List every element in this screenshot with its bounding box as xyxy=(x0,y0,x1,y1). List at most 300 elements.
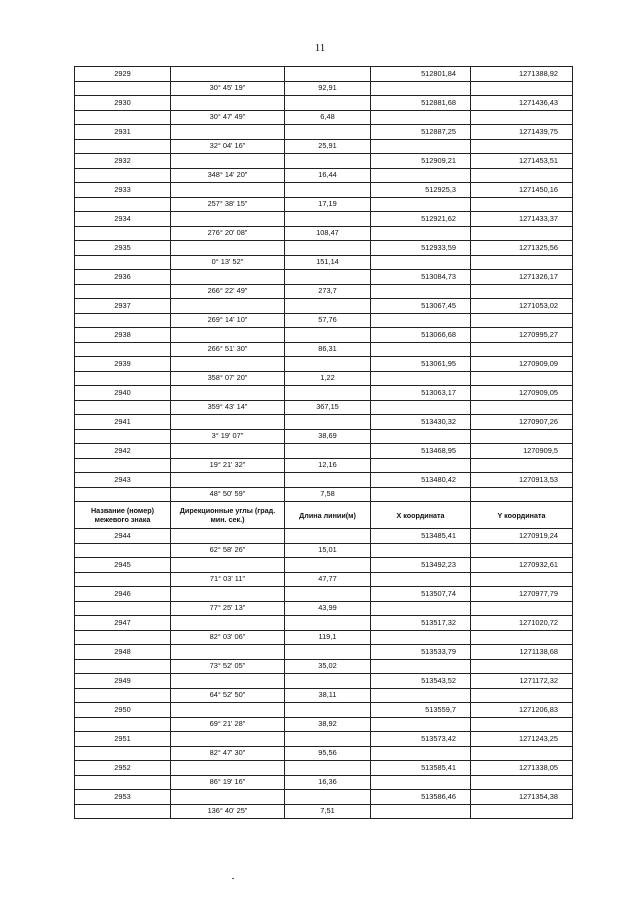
cell-y-coordinate xyxy=(471,487,573,502)
cell-direction-angle: 359° 43' 14" xyxy=(171,400,285,415)
table-row xyxy=(75,630,573,645)
cell-y-coordinate: 1270919,24 xyxy=(471,529,573,544)
cell-x-coordinate xyxy=(371,543,471,558)
cell-line-length: 25,91 xyxy=(285,139,371,154)
table-row xyxy=(75,183,573,198)
cell-line-length: 38,69 xyxy=(285,429,371,444)
cell-y-coordinate xyxy=(471,110,573,125)
cell-x-coordinate: 512921,62 xyxy=(371,212,471,227)
cell-x-coordinate xyxy=(371,804,471,819)
cell-direction-angle xyxy=(171,67,285,82)
cell-line-length: 38,92 xyxy=(285,717,371,732)
cell-line-length: 151,14 xyxy=(285,255,371,270)
cell-mark-name xyxy=(75,342,171,357)
cell-direction-angle: 30° 47' 49" xyxy=(171,110,285,125)
cell-mark-name xyxy=(75,458,171,473)
cell-y-coordinate: 1271436,43 xyxy=(471,96,573,111)
cell-line-length: 7,58 xyxy=(285,487,371,502)
table-row xyxy=(75,154,573,169)
cell-y-coordinate xyxy=(471,804,573,819)
cell-x-coordinate xyxy=(371,371,471,386)
cell-y-coordinate: 1271138,68 xyxy=(471,645,573,660)
cell-y-coordinate: 1271453,51 xyxy=(471,154,573,169)
table-row xyxy=(75,529,573,544)
cell-x-coordinate: 512801,84 xyxy=(371,67,471,82)
cell-mark-name: 2952 xyxy=(75,761,171,776)
cell-line-length: 1,22 xyxy=(285,371,371,386)
cell-mark-name xyxy=(75,139,171,154)
cell-line-length: 15,01 xyxy=(285,543,371,558)
cell-y-coordinate: 1271325,56 xyxy=(471,241,573,256)
table-row xyxy=(75,284,573,299)
cell-y-coordinate xyxy=(471,371,573,386)
cell-mark-name xyxy=(75,487,171,502)
table-row xyxy=(75,125,573,140)
cell-line-length xyxy=(285,212,371,227)
cell-line-length xyxy=(285,790,371,805)
cell-line-length: 57,76 xyxy=(285,313,371,328)
cell-x-coordinate: 512887,25 xyxy=(371,125,471,140)
table-row xyxy=(75,616,573,631)
cell-x-coordinate xyxy=(371,110,471,125)
table-row xyxy=(75,212,573,227)
boundary-points-table xyxy=(74,66,573,819)
cell-x-coordinate xyxy=(371,400,471,415)
cell-y-coordinate: 1271053,02 xyxy=(471,299,573,314)
cell-line-length: 108,47 xyxy=(285,226,371,241)
cell-mark-name xyxy=(75,543,171,558)
cell-x-coordinate xyxy=(371,630,471,645)
cell-mark-name xyxy=(75,601,171,616)
table-row xyxy=(75,587,573,602)
cell-direction-angle: 358° 07' 20" xyxy=(171,371,285,386)
cell-x-coordinate: 513061,95 xyxy=(371,357,471,372)
cell-mark-name xyxy=(75,371,171,386)
cell-line-length xyxy=(285,328,371,343)
cell-mark-name xyxy=(75,313,171,328)
table-row xyxy=(75,543,573,558)
cell-mark-name xyxy=(75,775,171,790)
scan-speck xyxy=(232,878,234,879)
cell-direction-angle xyxy=(171,558,285,573)
cell-direction-angle xyxy=(171,761,285,776)
cell-mark-name xyxy=(75,717,171,732)
cell-y-coordinate: 1270909,09 xyxy=(471,357,573,372)
header-direction-angles: Дирекционные углы (град. мин. сек.) xyxy=(171,502,285,529)
cell-direction-angle: 86° 19' 16" xyxy=(171,775,285,790)
cell-x-coordinate xyxy=(371,688,471,703)
cell-mark-name: 2933 xyxy=(75,183,171,198)
cell-x-coordinate: 513066,68 xyxy=(371,328,471,343)
cell-mark-name: 2929 xyxy=(75,67,171,82)
cell-x-coordinate xyxy=(371,255,471,270)
table-row xyxy=(75,444,573,459)
cell-x-coordinate xyxy=(371,342,471,357)
table-row xyxy=(75,328,573,343)
cell-y-coordinate: 1270977,79 xyxy=(471,587,573,602)
cell-x-coordinate xyxy=(371,659,471,674)
cell-line-length xyxy=(285,270,371,285)
cell-y-coordinate xyxy=(471,458,573,473)
table-row xyxy=(75,241,573,256)
cell-direction-angle xyxy=(171,674,285,689)
cell-direction-angle xyxy=(171,645,285,660)
cell-direction-angle: 30° 45' 19" xyxy=(171,81,285,96)
cell-line-length xyxy=(285,154,371,169)
cell-x-coordinate: 513485,41 xyxy=(371,529,471,544)
cell-x-coordinate: 513067,45 xyxy=(371,299,471,314)
header-row xyxy=(75,502,573,529)
cell-x-coordinate: 513573,42 xyxy=(371,732,471,747)
cell-x-coordinate xyxy=(371,197,471,212)
cell-line-length: 273,7 xyxy=(285,284,371,299)
table-row xyxy=(75,96,573,111)
table-row xyxy=(75,139,573,154)
cell-direction-angle xyxy=(171,270,285,285)
table-row xyxy=(75,371,573,386)
cell-y-coordinate xyxy=(471,429,573,444)
cell-direction-angle: 266° 51' 30" xyxy=(171,342,285,357)
cell-y-coordinate xyxy=(471,168,573,183)
cell-y-coordinate xyxy=(471,284,573,299)
cell-y-coordinate: 1270913,53 xyxy=(471,473,573,488)
cell-mark-name: 2937 xyxy=(75,299,171,314)
table-row xyxy=(75,601,573,616)
cell-y-coordinate xyxy=(471,313,573,328)
cell-line-length xyxy=(285,415,371,430)
cell-y-coordinate xyxy=(471,717,573,732)
cell-mark-name: 2932 xyxy=(75,154,171,169)
cell-direction-angle xyxy=(171,616,285,631)
cell-y-coordinate xyxy=(471,630,573,645)
cell-y-coordinate: 1270932,61 xyxy=(471,558,573,573)
cell-x-coordinate xyxy=(371,717,471,732)
cell-x-coordinate: 513507,74 xyxy=(371,587,471,602)
header-x-coordinate: X координата xyxy=(371,502,471,529)
cell-direction-angle xyxy=(171,357,285,372)
cell-line-length: 119,1 xyxy=(285,630,371,645)
table-row xyxy=(75,67,573,82)
cell-line-length: 12,16 xyxy=(285,458,371,473)
table-row xyxy=(75,197,573,212)
cell-direction-angle xyxy=(171,212,285,227)
cell-mark-name xyxy=(75,804,171,819)
cell-y-coordinate: 1270907,26 xyxy=(471,415,573,430)
table-row xyxy=(75,688,573,703)
cell-y-coordinate xyxy=(471,659,573,674)
cell-x-coordinate xyxy=(371,429,471,444)
table-header xyxy=(75,502,573,529)
cell-direction-angle xyxy=(171,386,285,401)
cell-mark-name xyxy=(75,110,171,125)
cell-line-length: 92,91 xyxy=(285,81,371,96)
cell-mark-name: 2946 xyxy=(75,587,171,602)
header-line-length: Длина линии(м) xyxy=(285,502,371,529)
cell-line-length xyxy=(285,616,371,631)
table-row xyxy=(75,386,573,401)
cell-mark-name xyxy=(75,659,171,674)
table-row xyxy=(75,429,573,444)
cell-x-coordinate: 513468,95 xyxy=(371,444,471,459)
cell-mark-name: 2945 xyxy=(75,558,171,573)
cell-mark-name xyxy=(75,572,171,587)
cell-line-length: 367,15 xyxy=(285,400,371,415)
cell-y-coordinate xyxy=(471,572,573,587)
cell-direction-angle xyxy=(171,96,285,111)
cell-y-coordinate xyxy=(471,543,573,558)
cell-direction-angle: 73° 52' 05" xyxy=(171,659,285,674)
cell-direction-angle xyxy=(171,529,285,544)
cell-line-length xyxy=(285,241,371,256)
cell-line-length xyxy=(285,674,371,689)
cell-y-coordinate xyxy=(471,197,573,212)
table-row xyxy=(75,717,573,732)
cell-mark-name xyxy=(75,284,171,299)
cell-line-length xyxy=(285,587,371,602)
cell-line-length xyxy=(285,703,371,718)
header-mark-name: Название (номер) межевого знака xyxy=(75,502,171,529)
cell-x-coordinate: 512933,59 xyxy=(371,241,471,256)
cell-x-coordinate: 513559,7 xyxy=(371,703,471,718)
cell-y-coordinate xyxy=(471,255,573,270)
cell-direction-angle: 257° 38' 15" xyxy=(171,197,285,212)
cell-mark-name: 2938 xyxy=(75,328,171,343)
cell-x-coordinate xyxy=(371,572,471,587)
cell-direction-angle: 48° 50' 59" xyxy=(171,487,285,502)
cell-mark-name: 2936 xyxy=(75,270,171,285)
table-row xyxy=(75,732,573,747)
table-row xyxy=(75,226,573,241)
cell-line-length xyxy=(285,386,371,401)
cell-y-coordinate: 1270995,27 xyxy=(471,328,573,343)
cell-direction-angle xyxy=(171,183,285,198)
table-row xyxy=(75,703,573,718)
cell-mark-name xyxy=(75,746,171,761)
cell-y-coordinate: 1271243,25 xyxy=(471,732,573,747)
cell-direction-angle: 0° 13' 52" xyxy=(171,255,285,270)
table-row xyxy=(75,804,573,819)
cell-mark-name xyxy=(75,81,171,96)
cell-direction-angle: 77° 25' 13" xyxy=(171,601,285,616)
cell-direction-angle: 269° 14' 10" xyxy=(171,313,285,328)
cell-direction-angle xyxy=(171,328,285,343)
table-row xyxy=(75,558,573,573)
cell-x-coordinate: 513533,79 xyxy=(371,645,471,660)
cell-direction-angle xyxy=(171,154,285,169)
cell-x-coordinate xyxy=(371,487,471,502)
cell-line-length xyxy=(285,67,371,82)
cell-line-length: 16,44 xyxy=(285,168,371,183)
cell-line-length: 43,99 xyxy=(285,601,371,616)
cell-mark-name: 2953 xyxy=(75,790,171,805)
cell-direction-angle: 64° 52' 50" xyxy=(171,688,285,703)
header-y-coordinate: Y координата xyxy=(471,502,573,529)
cell-x-coordinate: 513084,73 xyxy=(371,270,471,285)
cell-line-length xyxy=(285,444,371,459)
cell-mark-name xyxy=(75,255,171,270)
cell-line-length xyxy=(285,473,371,488)
table-row xyxy=(75,313,573,328)
cell-line-length xyxy=(285,299,371,314)
cell-mark-name: 2941 xyxy=(75,415,171,430)
cell-x-coordinate: 512909,21 xyxy=(371,154,471,169)
cell-x-coordinate: 513517,32 xyxy=(371,616,471,631)
table-row xyxy=(75,761,573,776)
cell-y-coordinate: 1271354,38 xyxy=(471,790,573,805)
cell-x-coordinate: 513586,46 xyxy=(371,790,471,805)
cell-mark-name xyxy=(75,197,171,212)
cell-line-length: 35,02 xyxy=(285,659,371,674)
cell-line-length: 38,11 xyxy=(285,688,371,703)
cell-direction-angle: 3° 19' 07" xyxy=(171,429,285,444)
cell-mark-name xyxy=(75,168,171,183)
cell-line-length xyxy=(285,761,371,776)
cell-line-length xyxy=(285,732,371,747)
table-row xyxy=(75,270,573,285)
cell-y-coordinate xyxy=(471,775,573,790)
cell-y-coordinate xyxy=(471,601,573,616)
table-row xyxy=(75,572,573,587)
cell-mark-name: 2949 xyxy=(75,674,171,689)
cell-direction-angle xyxy=(171,444,285,459)
cell-line-length xyxy=(285,96,371,111)
cell-x-coordinate xyxy=(371,746,471,761)
cell-x-coordinate: 512925,3 xyxy=(371,183,471,198)
cell-direction-angle xyxy=(171,125,285,140)
cell-y-coordinate xyxy=(471,400,573,415)
cell-direction-angle: 276° 20' 08" xyxy=(171,226,285,241)
table-row xyxy=(75,487,573,502)
cell-line-length: 17,19 xyxy=(285,197,371,212)
cell-direction-angle xyxy=(171,473,285,488)
table-body-top xyxy=(75,67,573,502)
cell-mark-name: 2948 xyxy=(75,645,171,660)
cell-mark-name xyxy=(75,429,171,444)
cell-y-coordinate: 1270909,05 xyxy=(471,386,573,401)
cell-direction-angle: 82° 47' 30" xyxy=(171,746,285,761)
cell-direction-angle xyxy=(171,732,285,747)
cell-x-coordinate: 513430,32 xyxy=(371,415,471,430)
table-body-bottom xyxy=(75,529,573,819)
cell-line-length: 16,36 xyxy=(285,775,371,790)
cell-mark-name: 2939 xyxy=(75,357,171,372)
cell-x-coordinate: 513585,41 xyxy=(371,761,471,776)
cell-mark-name: 2951 xyxy=(75,732,171,747)
cell-y-coordinate: 1271172,32 xyxy=(471,674,573,689)
cell-line-length xyxy=(285,529,371,544)
cell-y-coordinate xyxy=(471,139,573,154)
page-number: 11 xyxy=(314,42,326,54)
cell-direction-angle: 62° 58' 26" xyxy=(171,543,285,558)
cell-mark-name xyxy=(75,630,171,645)
cell-direction-angle xyxy=(171,299,285,314)
cell-direction-angle xyxy=(171,790,285,805)
cell-y-coordinate: 1271020,72 xyxy=(471,616,573,631)
cell-y-coordinate: 1271433,37 xyxy=(471,212,573,227)
cell-y-coordinate: 1271450,16 xyxy=(471,183,573,198)
cell-x-coordinate xyxy=(371,226,471,241)
table-row xyxy=(75,299,573,314)
cell-x-coordinate xyxy=(371,601,471,616)
cell-line-length xyxy=(285,125,371,140)
cell-y-coordinate: 1271326,17 xyxy=(471,270,573,285)
table-row xyxy=(75,645,573,660)
cell-x-coordinate: 512881,68 xyxy=(371,96,471,111)
cell-x-coordinate xyxy=(371,313,471,328)
cell-y-coordinate xyxy=(471,226,573,241)
cell-direction-angle xyxy=(171,415,285,430)
cell-y-coordinate xyxy=(471,688,573,703)
cell-x-coordinate xyxy=(371,775,471,790)
cell-x-coordinate xyxy=(371,139,471,154)
cell-x-coordinate xyxy=(371,168,471,183)
cell-line-length: 7,51 xyxy=(285,804,371,819)
cell-direction-angle: 82° 03' 06" xyxy=(171,630,285,645)
table-row xyxy=(75,400,573,415)
table-row xyxy=(75,458,573,473)
cell-direction-angle: 136° 40' 25" xyxy=(171,804,285,819)
cell-y-coordinate: 1271439,75 xyxy=(471,125,573,140)
cell-y-coordinate xyxy=(471,342,573,357)
cell-mark-name xyxy=(75,400,171,415)
cell-line-length xyxy=(285,558,371,573)
cell-y-coordinate: 1270909,5 xyxy=(471,444,573,459)
cell-y-coordinate: 1271388,92 xyxy=(471,67,573,82)
cell-line-length: 86,31 xyxy=(285,342,371,357)
table-row xyxy=(75,790,573,805)
cell-direction-angle: 69° 21' 28" xyxy=(171,717,285,732)
cell-direction-angle xyxy=(171,241,285,256)
cell-mark-name xyxy=(75,688,171,703)
table-row xyxy=(75,110,573,125)
table-row xyxy=(75,659,573,674)
table-row xyxy=(75,168,573,183)
table-row xyxy=(75,415,573,430)
table-row xyxy=(75,342,573,357)
table-row xyxy=(75,81,573,96)
cell-x-coordinate: 513063,17 xyxy=(371,386,471,401)
cell-mark-name: 2944 xyxy=(75,529,171,544)
table-row xyxy=(75,674,573,689)
cell-mark-name: 2931 xyxy=(75,125,171,140)
cell-y-coordinate xyxy=(471,746,573,761)
cell-x-coordinate: 513480,42 xyxy=(371,473,471,488)
cell-direction-angle xyxy=(171,703,285,718)
cell-direction-angle xyxy=(171,587,285,602)
cell-y-coordinate: 1271338,05 xyxy=(471,761,573,776)
cell-mark-name: 2940 xyxy=(75,386,171,401)
cell-mark-name: 2935 xyxy=(75,241,171,256)
cell-line-length xyxy=(285,357,371,372)
table-row xyxy=(75,473,573,488)
cell-mark-name: 2943 xyxy=(75,473,171,488)
cell-mark-name: 2930 xyxy=(75,96,171,111)
cell-x-coordinate xyxy=(371,284,471,299)
cell-line-length: 6,48 xyxy=(285,110,371,125)
cell-x-coordinate: 513543,52 xyxy=(371,674,471,689)
cell-x-coordinate xyxy=(371,458,471,473)
cell-x-coordinate xyxy=(371,81,471,96)
cell-direction-angle: 348° 14' 20" xyxy=(171,168,285,183)
cell-y-coordinate xyxy=(471,81,573,96)
cell-line-length: 95,56 xyxy=(285,746,371,761)
cell-mark-name: 2942 xyxy=(75,444,171,459)
table-row xyxy=(75,746,573,761)
table-row xyxy=(75,255,573,270)
cell-x-coordinate: 513492,23 xyxy=(371,558,471,573)
cell-mark-name xyxy=(75,226,171,241)
cell-direction-angle: 32° 04' 16" xyxy=(171,139,285,154)
